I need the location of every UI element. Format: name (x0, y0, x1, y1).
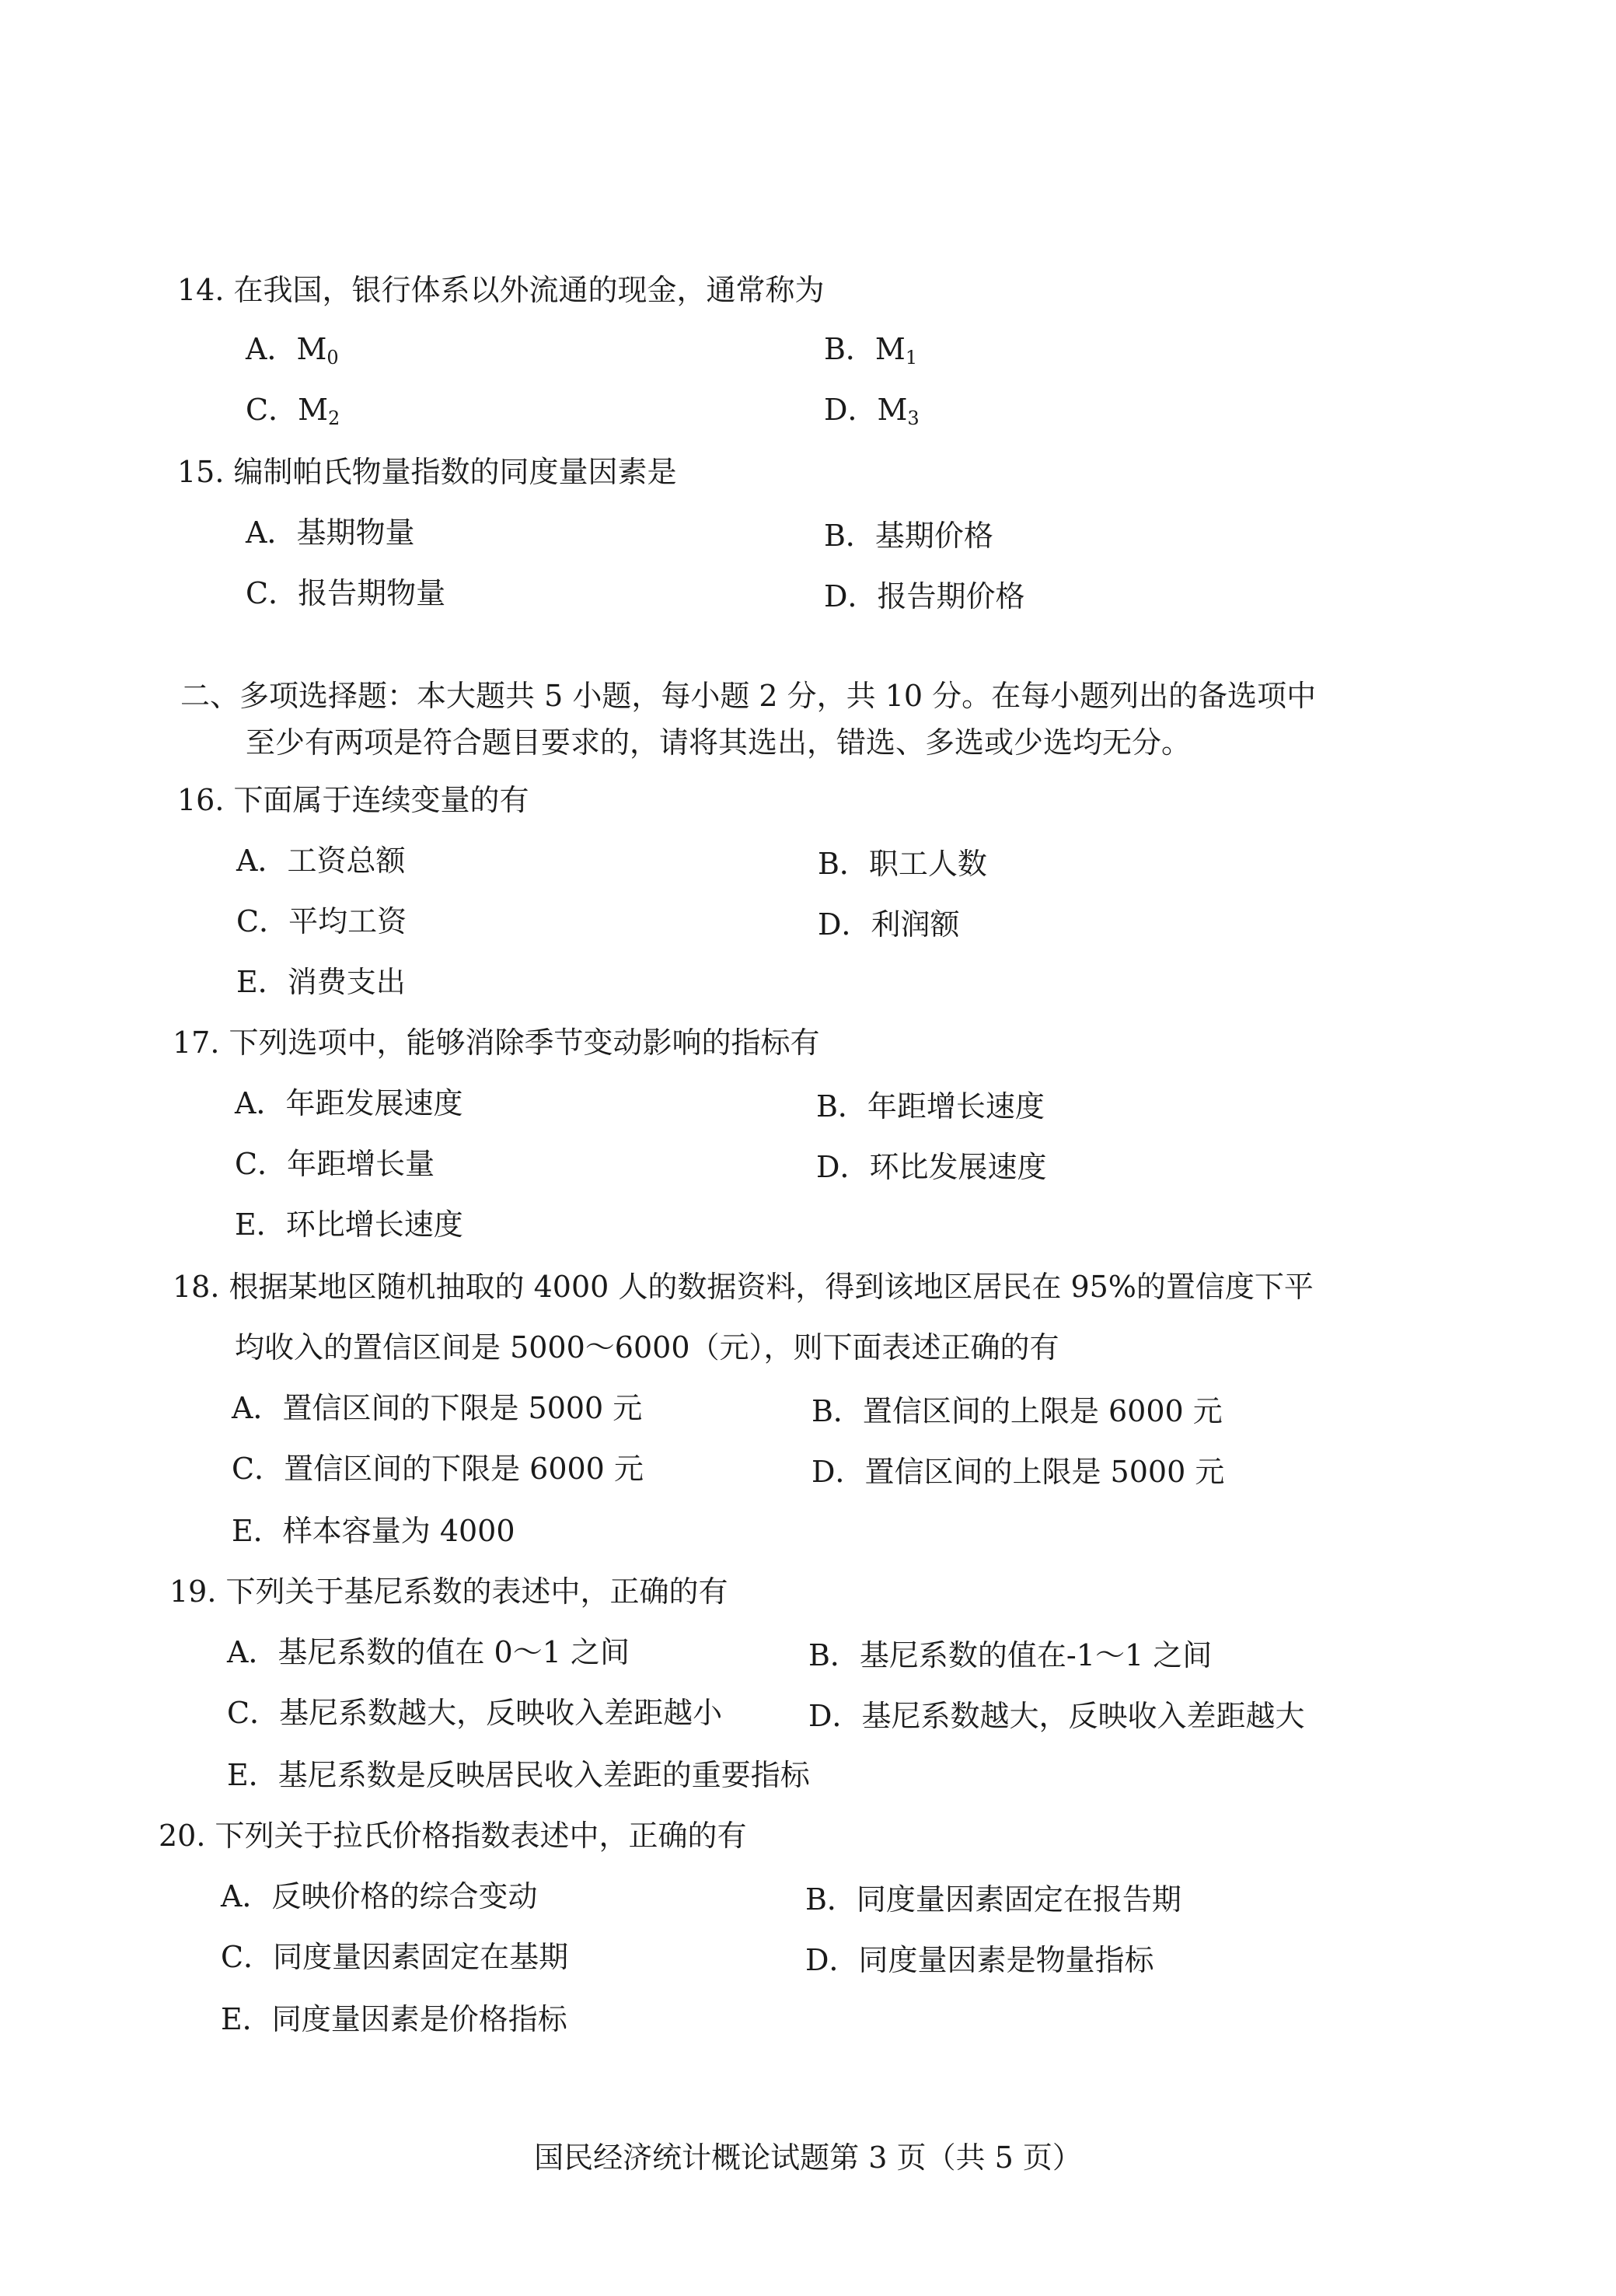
question-20-option-e: E．同度量因素是价格指标 (221, 2002, 567, 2036)
question-19-stem: 19. 下列关于基尼系数的表述中，正确的有 (169, 1574, 728, 1609)
question-19-option-c: C．基尼系数越大，反映收入差距越小 (227, 1696, 723, 1730)
question-15-option-a: A．基期物量 (246, 515, 415, 550)
question-18-option-e: E．样本容量为 4000 (232, 1514, 515, 1548)
question-18-option-d: D．置信区间的上限是 5000 元 (811, 1455, 1225, 1489)
question-17-option-c: C．年距增长量 (235, 1147, 435, 1181)
question-19-option-e: E．基尼系数是反映居民收入差距的重要指标 (227, 1758, 810, 1792)
question-18-option-a: A．置信区间的下限是 5000 元 (232, 1391, 643, 1425)
question-17-option-b: B．年距增长速度 (816, 1089, 1045, 1124)
question-17-stem: 17. 下列选项中，能够消除季节变动影响的指标有 (173, 1026, 820, 1060)
question-17-option-a: A．年距发展速度 (235, 1086, 463, 1120)
question-16-option-e: E．消费支出 (236, 965, 406, 999)
question-16-option-d: D．利润额 (818, 907, 960, 942)
question-15-option-c: C．报告期物量 (246, 576, 446, 610)
question-18-option-c: C．置信区间的下限是 6000 元 (232, 1452, 644, 1486)
question-19-option-d: D．基尼系数越大，反映收入差距越大 (808, 1699, 1305, 1733)
question-15-stem: 15. 编制帕氏物量指数的同度量因素是 (177, 455, 677, 489)
question-18-stem-line1: 18. 根据某地区随机抽取的 4000 人的数据资料，得到该地区居民在 95%的置信度下平 (173, 1270, 1314, 1304)
question-20-option-d: D．同度量因素是物量指标 (805, 1943, 1154, 1977)
question-14-stem: 14. 在我国，银行体系以外流通的现金，通常称为 (177, 273, 825, 307)
question-14-option-c: C．$M_2$ (246, 393, 340, 429)
section-2-header-line1: 二、多项选择题：本大题共 5 小题，每小题 2 分，共 10 分。在每小题列出的备选项中 (180, 679, 1317, 713)
question-18-option-b: B．置信区间的上限是 6000 元 (811, 1394, 1223, 1428)
question-16-option-a: A．工资总额 (236, 844, 406, 878)
question-20-option-c: C．同度量因素固定在基期 (221, 1940, 569, 1974)
question-14-option-a: A．$M_0$ (246, 332, 339, 369)
question-20-stem: 20. 下列关于拉氏价格指数表述中，正确的有 (159, 1819, 747, 1853)
question-19-option-a: A．基尼系数的值在 0～1 之间 (227, 1635, 630, 1669)
question-20-option-a: A．反映价格的综合变动 (221, 1879, 538, 1913)
question-19-option-b: B．基尼系数的值在-1～1 之间 (808, 1638, 1213, 1672)
page-footer: 国民经济统计概论试题第 3 页（共 5 页） (534, 2140, 1082, 2175)
question-16-stem: 16. 下面属于连续变量的有 (177, 783, 529, 817)
question-20-option-b: B．同度量因素固定在报告期 (805, 1882, 1181, 1917)
question-17-option-d: D．环比发展速度 (816, 1150, 1047, 1184)
question-15-option-b: B．基期价格 (824, 519, 993, 553)
question-18-stem-line2: 均收入的置信区间是 5000～6000（元），则下面表述正确的有 (235, 1330, 1059, 1365)
question-14-option-b: B．$M_1$ (824, 332, 918, 369)
question-17-option-e: E．环比增长速度 (235, 1207, 463, 1242)
question-14-option-d: D．$M_3$ (824, 393, 920, 429)
question-16-option-c: C．平均工资 (236, 904, 407, 938)
question-15-option-d: D．报告期价格 (824, 579, 1025, 613)
question-16-option-b: B．职工人数 (818, 847, 987, 881)
section-2-header-line2: 至少有两项是符合题目要求的，请将其选出，错选、多选或少选均无分。 (246, 725, 1192, 760)
